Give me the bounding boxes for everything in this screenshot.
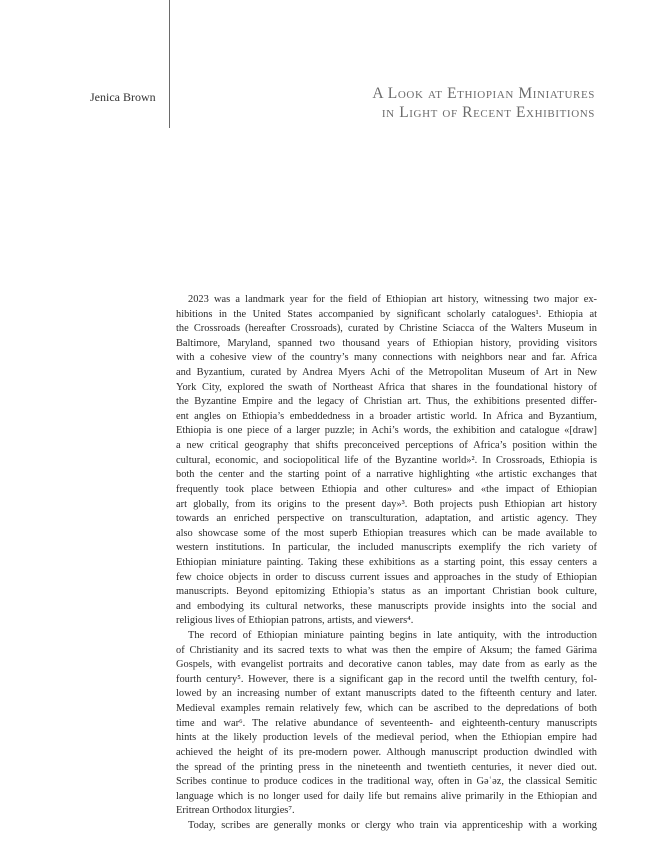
body-line: Today, scribes are generally monks or clergy who train via apprenticeship with a working bbox=[188, 819, 597, 831]
body-line: the spread of the printing press in the nineteenth and twentieth centuries, it never died out. bbox=[176, 761, 597, 773]
body-line: language which is no longer used for daily life but remains alive primarily in the Ethiopian and bbox=[176, 790, 597, 802]
body-line: and embodying its cultural networks, these manuscripts provide insights into the social and bbox=[176, 600, 597, 612]
title-line-2: in Light of Recent Exhibitions bbox=[381, 104, 595, 121]
body-line: time and war⁶. The relative abundance of seventeenth- and eighteenth-century manuscripts bbox=[176, 717, 597, 729]
body-line: York City, explored the swath of Northeast Africa that shares in the foundational history of bbox=[176, 381, 597, 393]
body-line: fourth century⁵. However, there is a significant gap in the record until the twelfth century, fol- bbox=[176, 673, 597, 685]
header-rule bbox=[169, 0, 170, 128]
body-line: The record of Ethiopian miniature painting begins in late antiquity, with the introduction bbox=[188, 630, 597, 642]
body-line: both the center and the starting point of a narrative highlighting «the artistic exchanges that bbox=[176, 469, 597, 481]
body-line: hints at the likely production levels of the medieval period, when the Ethiopian empire had bbox=[176, 732, 597, 744]
body-line: and Byzantium, curated by Andrea Myers Achi of the Metropolitan Museum of Art in New bbox=[176, 367, 597, 379]
body-line: Medieval examples remain relatively few, which can be ascribed to the depredations of both bbox=[176, 703, 597, 715]
body-line: Baltimore, Maryland, spanned two thousand years of Ethiopian history, providing visitors bbox=[176, 337, 597, 349]
body-line: achieved the height of its pre-modern power. Although manuscript production dwindled with bbox=[176, 746, 597, 758]
body-line: manuscripts. Beyond epitomizing Ethiopia’s status as an important Christian book culture, bbox=[176, 586, 597, 598]
body-line: of Christianity and its sacred texts to what was then the empire of Aksum; the famed Gärima bbox=[176, 644, 597, 656]
body-line: lowed by an increasing number of extant manuscripts dated to the fifteenth century and later. bbox=[176, 688, 597, 700]
title-line-1: A Look at Ethiopian Miniatures bbox=[372, 85, 595, 102]
body-line: Gospels, with evangelist portraits and decorative canon tables, may date from as early as the bbox=[176, 659, 597, 671]
body-line: towards an enriched perspective on transculturation, adaptation, and artistic agency. They bbox=[176, 513, 597, 525]
running-author: Jenica Brown bbox=[90, 90, 156, 104]
body-line: the Crossroads (hereafter Crossroads), curated by Christine Sciacca of the Walters Museum in bbox=[176, 323, 597, 335]
body-line: few choice objects in order to discuss current issues and approaches in the study of Ethiopian bbox=[176, 571, 597, 583]
body-line: cultural, economic, and sociopolitical life of the Byzantine world»². In Crossroads, Ethiopia is bbox=[176, 454, 597, 466]
body-line: art globally, from its origins to the present day»³. Both projects push Ethiopian art history bbox=[176, 498, 597, 510]
body-line: with a cohesive view of the country’s many connections with neighbors near and far. Africa bbox=[176, 352, 597, 364]
body-line: also showcase some of the most superb Ethiopian treasures which can be made available to bbox=[176, 527, 597, 539]
body-line: frequently took place between Ethiopia and other cultures» and «the impact of Ethiopian bbox=[176, 483, 597, 495]
article-title bbox=[372, 84, 595, 122]
body-line: Eritrean Orthodox liturgies⁷. bbox=[176, 805, 295, 817]
body-line: hibitions in the United States accompanied by significant scholarly catalogues¹. Ethiopia at bbox=[176, 308, 597, 320]
body-line: ent angles on Ethiopia’s embeddedness in a broader artistic world. In Africa and Byzantium, bbox=[176, 410, 597, 422]
body-line: religious lives of Ethiopian patrons, artists, and viewers⁴. bbox=[176, 615, 414, 627]
body-line: Ethiopia is one piece of a larger puzzle; in Achi’s words, the exhibition and catalogue «[draw] bbox=[176, 425, 597, 437]
body-line: Ethiopian miniature painting. Taking these exhibitions as a starting point, this essay centers a bbox=[176, 556, 597, 568]
body-line: Scribes continue to produce codices in the traditional way, often in Gəʿəz, the classical Semitic bbox=[176, 776, 597, 788]
body-line: the Byzantine Empire and the legacy of Christian art. Thus, the exhibitions presented differ- bbox=[176, 396, 597, 408]
body-text bbox=[176, 293, 597, 834]
body-line: a new critical geography that shifts preconceived perceptions of Africa’s position within the bbox=[176, 440, 597, 452]
body-line: 2023 was a landmark year for the field of Ethiopian art history, witnessing two major ex- bbox=[188, 294, 597, 305]
body-line: western institutions. In particular, the included manuscripts exemplify the rich variety of bbox=[176, 542, 597, 554]
